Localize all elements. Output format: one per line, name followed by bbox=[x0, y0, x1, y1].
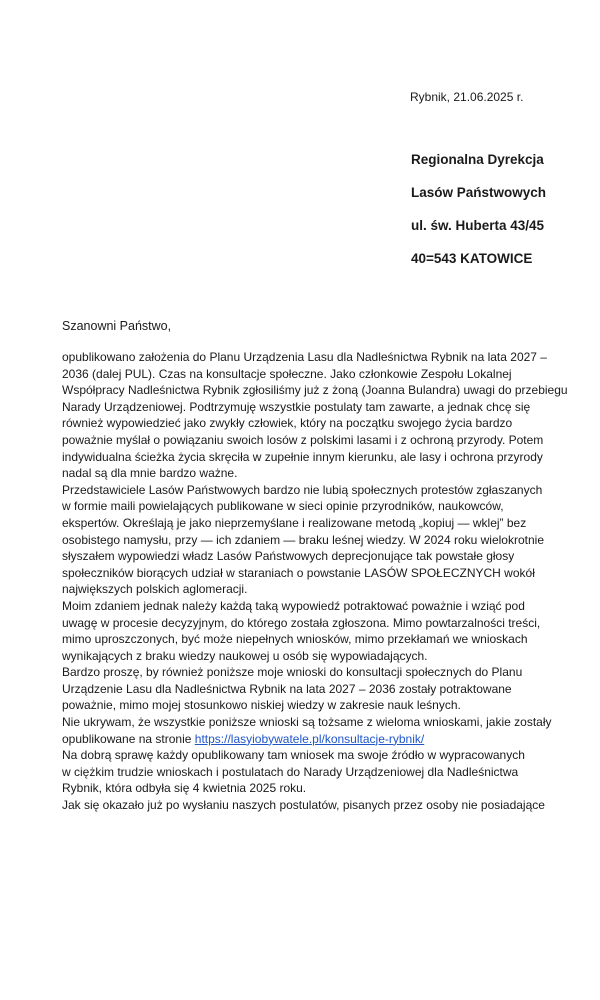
paragraph bbox=[62, 664, 582, 714]
place-date: Rybnik, 21.06.2025 r. bbox=[410, 90, 524, 104]
letter-body bbox=[62, 349, 582, 814]
paragraph bbox=[62, 714, 582, 747]
text-line: poważnie, mimo mojej stosunkowo niskiej wiedzy w zakresie nauk leśnych. bbox=[62, 698, 461, 713]
consultation-link[interactable]: https://lasyiobywatele.pl/konsultacje-rybnik/ bbox=[194, 731, 425, 746]
recipient-line: 40=543 KATOWICE bbox=[411, 251, 533, 266]
text-line: również wypowiedzieć jako zwykły człowiek, który na początku swojego życia bardzo bbox=[62, 416, 513, 431]
paragraph bbox=[62, 349, 582, 482]
text-line: słyszałem wypowiedzi władz Lasów Państwowych deprecjonujące tak powstałe głosy bbox=[62, 549, 515, 564]
salutation: Szanowni Państwo, bbox=[62, 319, 172, 333]
text-line: największych polskich aglomeracji. bbox=[62, 582, 248, 597]
paragraph bbox=[62, 797, 582, 814]
link-prefix: opublikowane na stronie bbox=[62, 731, 195, 746]
text-line: Narady Urządzeniowej. Podtrzymuję wszystkie postulaty tam zawarte, a jednak chcę się bbox=[62, 399, 531, 414]
text-line: Jak się okazało już po wysłaniu naszych postulatów, pisanych przez osoby nie posiadające bbox=[62, 798, 545, 813]
text-line: mimo uproszczonych, być może niepełnych wniosków, mimo przekłamań we wnioskach bbox=[62, 632, 528, 647]
text-line: Bardzo proszę, by również poniższe moje wnioski do konsultacji społecznych do Planu bbox=[62, 665, 523, 680]
recipient-line: ul. św. Huberta 43/45 bbox=[411, 218, 545, 233]
paragraph bbox=[62, 482, 582, 598]
text-line: Moim zdaniem jednak należy każdą taką wypowiedź potraktować poważnie i wziąć pod bbox=[62, 598, 525, 613]
text-line: Urządzenie Lasu dla Nadleśnictwa Rybnik na lata 2027 – 2036 zostały potraktowane bbox=[62, 681, 512, 696]
text-line: nadal są dla mnie bardzo ważne. bbox=[62, 466, 238, 481]
text-line: osobistego namysłu, przy — ich zdaniem — braku leśnej wiedzy. W 2024 roku wielokrotnie bbox=[62, 532, 544, 547]
text-line: opublikowano założenia do Planu Urządzenia Lasu dla Nadleśnictwa Rybnik na lata 2027 – bbox=[62, 350, 547, 364]
text-line: Przedstawiciele Lasów Państwowych bardzo nie lubią społecznych protestów zgłaszanych bbox=[62, 482, 543, 497]
text-line: ekspertów. Określają je jako nieprzemyślane i realizowane metodą „kopiuj — wklej” bez bbox=[62, 515, 527, 530]
paragraph bbox=[62, 747, 582, 797]
paragraph bbox=[62, 598, 582, 664]
text-line: w formie maili powielających publikowane w sieci opinie przyrodników, naukowców, bbox=[62, 499, 504, 514]
text-line: w ciężkim trudzie wnioskach i postulatach do Narady Urządzeniowej dla Nadleśnictwa bbox=[62, 764, 519, 779]
text-line: wynikających z braku wiedzy naukowej u osób się wypowiadających. bbox=[62, 648, 428, 663]
text-line: społeczników biorących udział w staraniach o powstanie LASÓW SPOŁECZNYCH wokół bbox=[62, 565, 535, 580]
recipient-line: Lasów Państwowych bbox=[411, 185, 547, 200]
text-line: 2036 (dalej PUL). Czas na konsultacje społeczne. Jako członkowie Zespołu Lokalnej bbox=[62, 366, 512, 381]
text-line: Na dobrą sprawę każdy opublikowany tam wniosek ma swoje źródło w wypracowanych bbox=[62, 748, 525, 763]
text-line: Rybnik, która odbyła się 4 kwietnia 2025 roku. bbox=[62, 781, 307, 796]
text-line-with-link bbox=[62, 731, 582, 748]
text-line: uwagę w procesie decyzyjnym, do którego została zgłoszona. Mimo powtarzalności treści, bbox=[62, 615, 541, 630]
text-line: Nie ukrywam, że wszystkie poniższe wnioski są tożsame z wieloma wnioskami, jakie zostały bbox=[62, 715, 552, 730]
text-line: indywidualna ścieżka życia skręciła w zupełnie innym kierunku, ale lasy i ochrona przyrody bbox=[62, 449, 543, 464]
text-line: Współpracy Nadleśnictwa Rybnik zgłosiliśmy już z żoną (Joanna Bulandra) uwagi do przebiegu bbox=[62, 383, 568, 398]
text-line: poważnie myślał o powiązaniu swoich losów z polskimi lasami i z ochroną przyrody. Potem bbox=[62, 432, 544, 447]
recipient-line: Regionalna Dyrekcja bbox=[411, 152, 544, 167]
